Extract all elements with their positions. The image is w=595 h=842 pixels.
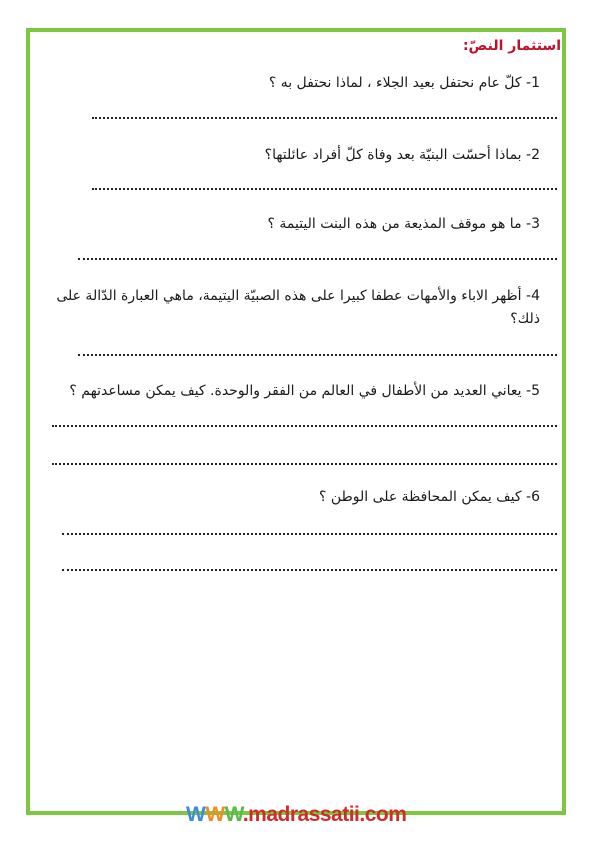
- answer-line-2[interactable]: [92, 188, 557, 190]
- question-6: 6- كيف يمكن المحافظة على الوطن ؟: [319, 489, 540, 505]
- question-1: 1- كلّ عام نحتفل بعيد الجلاء ، لماذا نحتفل به ؟: [268, 75, 540, 91]
- question-4-line-2: ذلك؟: [510, 311, 540, 327]
- answer-line-6a[interactable]: [62, 533, 557, 535]
- watermark-logo: WWW.madrassatii.com: [186, 803, 407, 826]
- answer-line-5b[interactable]: [52, 463, 557, 465]
- section-title: استثمار النصّ:: [462, 38, 561, 54]
- answer-line-4[interactable]: [78, 354, 557, 356]
- question-4-line-1: 4- أظهر الاباء والأمهات عطفا كبيرا على هذه الصبيّة اليتيمة، ماهي العبارة الدّالة على: [56, 288, 540, 304]
- answer-line-6b[interactable]: [62, 569, 557, 571]
- answer-line-3[interactable]: [78, 258, 557, 260]
- answer-line-1[interactable]: [92, 117, 557, 119]
- question-2: 2- بماذا أحسّت البنيّة بعد وفاة كلّ أفراد عائلتها؟: [264, 147, 540, 163]
- question-5: 5- يعاني العديد من الأطفال في العالم من الفقر والوحدة. كيف يمكن مساعدتهم ؟: [69, 383, 540, 399]
- question-3: 3- ما هو موقف المذيعة من هذه البنت اليتيمة ؟: [267, 216, 540, 232]
- answer-line-5a[interactable]: [52, 425, 557, 427]
